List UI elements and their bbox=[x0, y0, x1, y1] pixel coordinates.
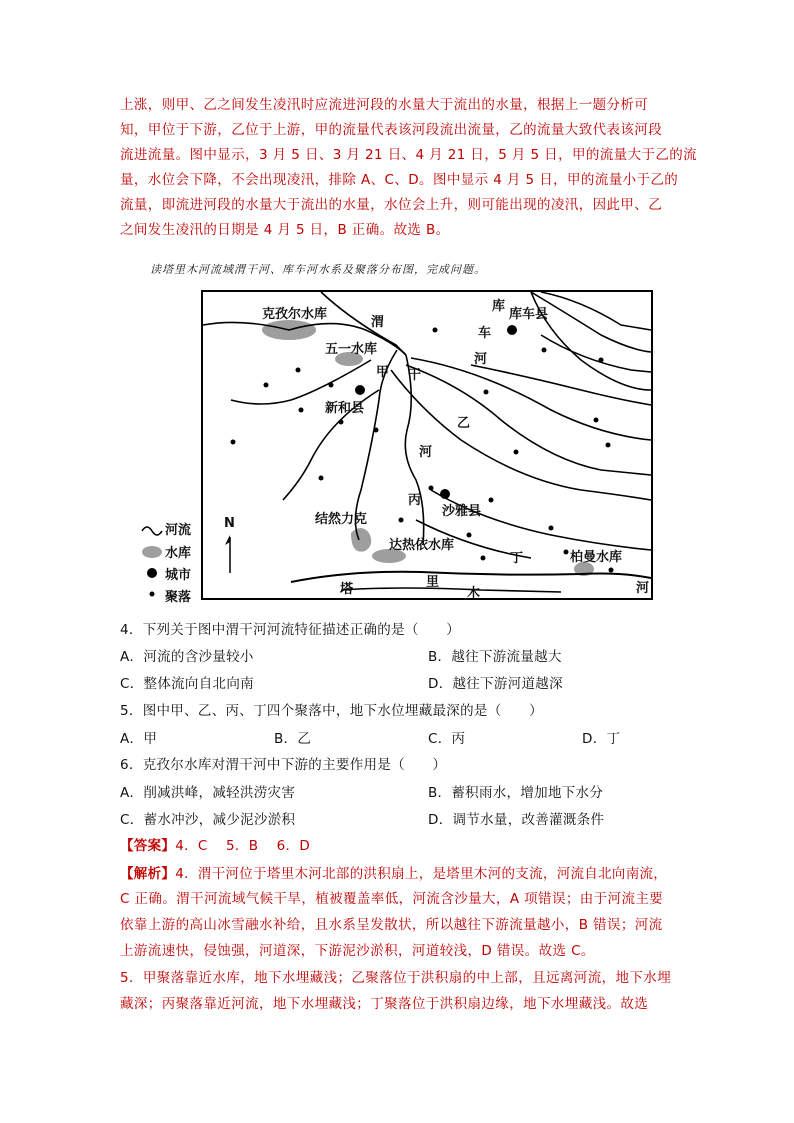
label-che: 车 bbox=[478, 326, 492, 341]
explanation-line: 上涨，则甲、乙之间发生凌汛时应流进河段的水量大于流出的水量，根据上一题分析可 bbox=[120, 97, 649, 113]
settlement-dot bbox=[549, 526, 554, 531]
settlement-dot bbox=[433, 328, 438, 333]
label-ding: 丁 bbox=[510, 551, 524, 566]
north-arrow-icon bbox=[223, 533, 237, 575]
settlement-dot bbox=[484, 390, 489, 395]
label-jia: 甲 bbox=[376, 365, 390, 380]
label-shaya-county: 沙雅县 bbox=[442, 504, 482, 519]
settlement-dot bbox=[599, 358, 604, 363]
settlement-dot bbox=[467, 533, 472, 538]
analysis-line: 4．渭干河位于塔里木河北部的洪积扇上，是塔里木河的支流，河流自北向南流， bbox=[175, 866, 668, 882]
city-marker bbox=[440, 489, 450, 499]
label-yi: 乙 bbox=[457, 416, 471, 431]
analysis-line: 5．甲聚落靠近水库，地下水埋藏浅；乙聚落位于洪积扇的中上部，且远离河流，地下水埋 bbox=[120, 970, 672, 986]
label-wuyi-reservoir: 五一水库 bbox=[325, 342, 378, 357]
settlement-dot bbox=[374, 428, 379, 433]
explanation-line: 流量，即流进河段的水量大于流出的水量，水位会上升，则可能出现的凌汛，因此甲、乙 bbox=[120, 197, 663, 213]
question-6-stem: 6．克孜尔水库对渭干河中下游的主要作用是（ ） bbox=[120, 757, 447, 773]
label-kuche-county: 库车县 bbox=[509, 307, 549, 322]
legend-symbols bbox=[140, 519, 166, 604]
settlement-dot bbox=[296, 368, 301, 373]
question-4-option-d: D．越往下游河道越深 bbox=[428, 676, 563, 692]
settlement-dot bbox=[514, 450, 519, 455]
legend-settlement: 聚落 bbox=[165, 590, 192, 605]
label-xinhe-county: 新和县 bbox=[325, 401, 365, 416]
label-ta: 塔 bbox=[340, 582, 354, 597]
question-5-option-c: C．丙 bbox=[428, 731, 466, 747]
settlement-dot bbox=[339, 420, 344, 425]
answer-text: 4．C 5．B 6．D bbox=[175, 838, 311, 854]
question-5-stem: 5．图中甲、乙、丙、丁四个聚落中，地下水位埋藏最深的是（ ） bbox=[120, 703, 543, 719]
legend-river: 河流 bbox=[165, 523, 192, 538]
question-6-option-c: C．蓄水冲沙，减少泥沙淤积 bbox=[120, 812, 296, 828]
question-4-option-c: C．整体流向自北向南 bbox=[120, 676, 254, 692]
question-6-option-b: B．蓄积雨水，增加地下水分 bbox=[428, 785, 604, 801]
map-intro: 读塔里木河流域渭干河、库车河水系及聚落分布图，完成问题。 bbox=[150, 263, 486, 276]
analysis-first-line bbox=[120, 862, 667, 882]
label-mu: 木 bbox=[467, 586, 481, 601]
analysis-line: 依靠上游的高山冰雪融水补给，且水系呈发散状，所以越往下游流量越小，B 错误；河流 bbox=[120, 917, 663, 933]
legend-river-symbol bbox=[142, 527, 162, 535]
question-6-option-d: D．调节水量，改善灌溉条件 bbox=[428, 812, 605, 828]
label-he-kuche: 河 bbox=[474, 352, 488, 367]
answer-line bbox=[120, 834, 310, 854]
legend-city: 城市 bbox=[165, 568, 192, 583]
question-5-option-d: D．丁 bbox=[582, 731, 621, 747]
question-5-option-a: A．甲 bbox=[120, 731, 158, 747]
answer-tag: 【答案】 bbox=[120, 838, 176, 854]
north-label: N bbox=[224, 516, 235, 531]
analysis-line: 藏深；丙聚落靠近河流，地下水埋藏浅；丁聚落位于洪积扇边缘，地下水埋藏浅。故选 bbox=[120, 996, 649, 1012]
explanation-line: 知，甲位于下游，乙位于上游，甲的流量代表该河段流出流量，乙的流量大致代表该河段 bbox=[120, 122, 663, 138]
settlement-dot bbox=[429, 486, 434, 491]
label-kezier-reservoir: 克孜尔水库 bbox=[262, 307, 328, 322]
explanation-line: 流进流量。图中显示，3 月 5 日、3 月 21 日、4 月 21 日，5 月 5 日，甲的流量大于乙的流 bbox=[120, 147, 698, 163]
label-wei: 渭 bbox=[371, 315, 385, 330]
legend-reservoir: 水库 bbox=[165, 546, 192, 561]
settlement-dot bbox=[299, 408, 304, 413]
settlement-dot bbox=[489, 498, 494, 503]
city-marker bbox=[355, 385, 365, 395]
question-5-option-b: B．乙 bbox=[274, 731, 312, 747]
label-dare-reservoir: 达热依水库 bbox=[389, 538, 455, 553]
settlement-dot bbox=[606, 443, 611, 448]
question-4-stem: 4．下列关于图中渭干河河流特征描述正确的是（ ） bbox=[120, 622, 461, 638]
settlement-dot bbox=[594, 418, 599, 423]
settlement-dot bbox=[231, 440, 236, 445]
settlement-dot bbox=[329, 383, 334, 388]
question-4-option-a: A．河流的含沙量较小 bbox=[120, 649, 254, 665]
settlement-dot bbox=[564, 550, 569, 555]
settlement-dot bbox=[542, 348, 547, 353]
label-he-tarim: 河 bbox=[636, 581, 650, 596]
analysis-tag: 【解析】 bbox=[120, 866, 176, 882]
settlement-dot bbox=[609, 568, 614, 573]
legend-reservoir-symbol bbox=[142, 546, 162, 558]
explanation-line: 量，水位会下降，不会出现凌汛，排除 A、C、D。图中显示 4 月 5 日，甲的流量小于乙的 bbox=[120, 172, 679, 188]
legend-settlement-symbol bbox=[150, 592, 155, 597]
settlement-dot bbox=[399, 518, 404, 523]
settlement-dot bbox=[481, 556, 486, 561]
label-li: 里 bbox=[426, 575, 440, 590]
label-jieran: 结然力克 bbox=[315, 512, 368, 527]
settlement-dot bbox=[319, 476, 324, 481]
analysis-line: 上游流速快，侵蚀强，河道深，下游泥沙淤积，河道较浅，D 错误。故选 C。 bbox=[120, 943, 595, 959]
question-4-option-b: B．越往下游流量越大 bbox=[428, 649, 562, 665]
analysis-line: C 正确。渭干河流域气候干旱，植被覆盖率低，河流含沙量大，A 项错误；由于河流主要 bbox=[120, 891, 664, 907]
question-6-option-a: A．削减洪峰，减轻洪涝灾害 bbox=[120, 785, 296, 801]
label-gan: 干 bbox=[408, 368, 422, 383]
label-bing: 丙 bbox=[408, 493, 422, 508]
label-he: 河 bbox=[419, 445, 433, 460]
settlement-dot bbox=[264, 383, 269, 388]
legend-city-symbol bbox=[147, 568, 157, 578]
label-ku: 库 bbox=[492, 299, 506, 314]
label-baiman-reservoir: 柏曼水库 bbox=[570, 550, 623, 565]
city-marker bbox=[507, 325, 517, 335]
explanation-line: 之间发生凌汛的日期是 4 月 5 日，B 正确。故选 B。 bbox=[120, 222, 450, 238]
